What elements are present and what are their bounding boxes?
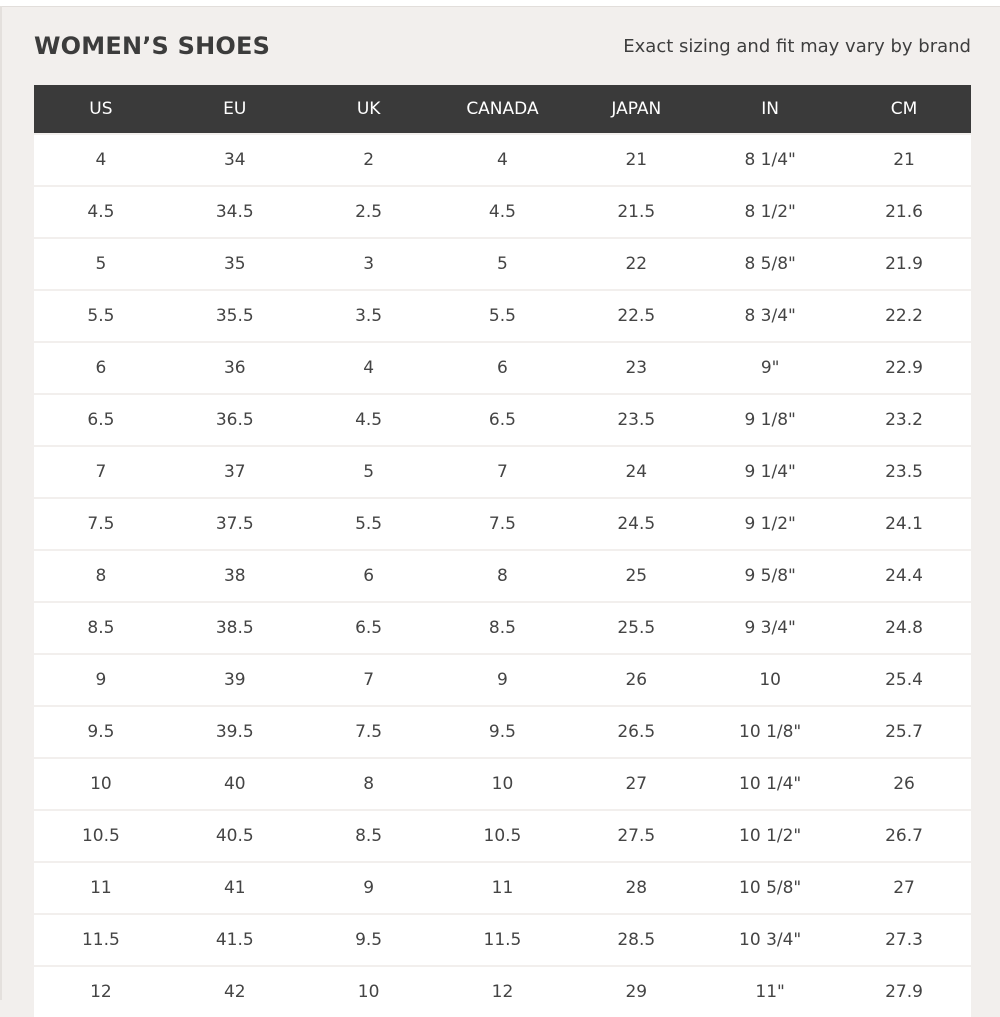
cell-in: 10 5/8": [703, 862, 837, 914]
cell-japan: 29: [569, 966, 703, 1017]
chart-title: WOMEN’S SHOES: [34, 32, 271, 60]
cell-us: 10.5: [34, 810, 168, 862]
cell-cm: 22.2: [837, 290, 971, 342]
cell-cm: 24.8: [837, 602, 971, 654]
cell-in: 11": [703, 966, 837, 1017]
cell-us: 8: [34, 550, 168, 602]
cell-us: 6.5: [34, 394, 168, 446]
cell-eu: 39: [168, 654, 302, 706]
table-row: [34, 342, 971, 394]
cell-uk: 10: [302, 966, 436, 1017]
cell-japan: 25.5: [569, 602, 703, 654]
cell-uk: 8: [302, 758, 436, 810]
cell-eu: 41: [168, 862, 302, 914]
cell-in: 10 1/2": [703, 810, 837, 862]
cell-japan: 25: [569, 550, 703, 602]
cell-uk: 7.5: [302, 706, 436, 758]
cell-us: 4.5: [34, 186, 168, 238]
cell-canada: 5: [436, 238, 570, 290]
cell-japan: 24.5: [569, 498, 703, 550]
cell-in: 10 3/4": [703, 914, 837, 966]
cell-uk: 5.5: [302, 498, 436, 550]
cell-eu: 38.5: [168, 602, 302, 654]
cell-canada: 12: [436, 966, 570, 1017]
cell-in: 9 1/8": [703, 394, 837, 446]
cell-uk: 3: [302, 238, 436, 290]
cell-in: 9 1/2": [703, 498, 837, 550]
column-header-us: US: [34, 85, 168, 134]
cell-cm: 25.4: [837, 654, 971, 706]
cell-in: 8 1/2": [703, 186, 837, 238]
left-border: [0, 6, 2, 1000]
cell-us: 11.5: [34, 914, 168, 966]
chart-header: [34, 18, 971, 74]
sizing-note: Exact sizing and fit may vary by brand: [623, 35, 971, 57]
cell-canada: 11.5: [436, 914, 570, 966]
cell-cm: 23.2: [837, 394, 971, 446]
cell-in: 10: [703, 654, 837, 706]
cell-uk: 8.5: [302, 810, 436, 862]
cell-eu: 40.5: [168, 810, 302, 862]
cell-us: 6: [34, 342, 168, 394]
cell-uk: 5: [302, 446, 436, 498]
cell-canada: 7.5: [436, 498, 570, 550]
cell-cm: 27: [837, 862, 971, 914]
table-row: [34, 186, 971, 238]
cell-us: 8.5: [34, 602, 168, 654]
cell-eu: 36.5: [168, 394, 302, 446]
cell-japan: 23.5: [569, 394, 703, 446]
cell-us: 4: [34, 134, 168, 186]
cell-canada: 6.5: [436, 394, 570, 446]
cell-cm: 21: [837, 134, 971, 186]
cell-eu: 35.5: [168, 290, 302, 342]
cell-us: 7.5: [34, 498, 168, 550]
cell-japan: 24: [569, 446, 703, 498]
cell-eu: 39.5: [168, 706, 302, 758]
cell-cm: 24.1: [837, 498, 971, 550]
cell-eu: 34.5: [168, 186, 302, 238]
cell-japan: 26: [569, 654, 703, 706]
cell-canada: 7: [436, 446, 570, 498]
cell-cm: 26.7: [837, 810, 971, 862]
table-row: [34, 966, 971, 1017]
cell-japan: 23: [569, 342, 703, 394]
cell-canada: 9.5: [436, 706, 570, 758]
cell-japan: 22.5: [569, 290, 703, 342]
cell-in: 9 1/4": [703, 446, 837, 498]
cell-us: 12: [34, 966, 168, 1017]
cell-in: 9 5/8": [703, 550, 837, 602]
cell-eu: 34: [168, 134, 302, 186]
cell-eu: 41.5: [168, 914, 302, 966]
cell-cm: 21.6: [837, 186, 971, 238]
column-header-uk: UK: [302, 85, 436, 134]
table-row: [34, 810, 971, 862]
cell-uk: 9: [302, 862, 436, 914]
cell-japan: 27: [569, 758, 703, 810]
cell-uk: 7: [302, 654, 436, 706]
cell-uk: 4: [302, 342, 436, 394]
cell-in: 10 1/4": [703, 758, 837, 810]
column-header-eu: EU: [168, 85, 302, 134]
cell-us: 10: [34, 758, 168, 810]
cell-cm: 25.7: [837, 706, 971, 758]
cell-canada: 9: [436, 654, 570, 706]
cell-eu: 37: [168, 446, 302, 498]
cell-japan: 22: [569, 238, 703, 290]
table-row: [34, 394, 971, 446]
header-row: [34, 85, 971, 134]
cell-canada: 8: [436, 550, 570, 602]
cell-cm: 23.5: [837, 446, 971, 498]
cell-eu: 37.5: [168, 498, 302, 550]
top-border: [0, 0, 1000, 7]
cell-canada: 8.5: [436, 602, 570, 654]
table-row: [34, 758, 971, 810]
cell-japan: 27.5: [569, 810, 703, 862]
cell-uk: 4.5: [302, 394, 436, 446]
cell-us: 5.5: [34, 290, 168, 342]
cell-eu: 40: [168, 758, 302, 810]
cell-canada: 4: [436, 134, 570, 186]
cell-eu: 42: [168, 966, 302, 1017]
table-row: [34, 238, 971, 290]
cell-japan: 28: [569, 862, 703, 914]
cell-japan: 28.5: [569, 914, 703, 966]
cell-in: 8 3/4": [703, 290, 837, 342]
cell-canada: 10: [436, 758, 570, 810]
table-row: [34, 290, 971, 342]
table-row: [34, 706, 971, 758]
column-header-canada: CANADA: [436, 85, 570, 134]
cell-in: 8 1/4": [703, 134, 837, 186]
cell-canada: 11: [436, 862, 570, 914]
cell-us: 5: [34, 238, 168, 290]
cell-uk: 6: [302, 550, 436, 602]
size-rows: [34, 134, 971, 1017]
cell-uk: 6.5: [302, 602, 436, 654]
cell-us: 9.5: [34, 706, 168, 758]
cell-us: 11: [34, 862, 168, 914]
table-row: [34, 134, 971, 186]
table-row: [34, 862, 971, 914]
cell-canada: 4.5: [436, 186, 570, 238]
cell-japan: 21.5: [569, 186, 703, 238]
table-row: [34, 550, 971, 602]
cell-canada: 10.5: [436, 810, 570, 862]
cell-canada: 5.5: [436, 290, 570, 342]
cell-us: 7: [34, 446, 168, 498]
cell-canada: 6: [436, 342, 570, 394]
column-header-cm: CM: [837, 85, 971, 134]
cell-us: 9: [34, 654, 168, 706]
column-header-in: IN: [703, 85, 837, 134]
cell-in: 8 5/8": [703, 238, 837, 290]
cell-uk: 2: [302, 134, 436, 186]
cell-eu: 35: [168, 238, 302, 290]
cell-in: 10 1/8": [703, 706, 837, 758]
cell-cm: 27.3: [837, 914, 971, 966]
cell-in: 9": [703, 342, 837, 394]
table-row: [34, 914, 971, 966]
cell-uk: 3.5: [302, 290, 436, 342]
cell-cm: 22.9: [837, 342, 971, 394]
size-table: [34, 85, 971, 1017]
cell-cm: 27.9: [837, 966, 971, 1017]
cell-eu: 38: [168, 550, 302, 602]
cell-cm: 24.4: [837, 550, 971, 602]
cell-uk: 9.5: [302, 914, 436, 966]
table-row: [34, 446, 971, 498]
cell-eu: 36: [168, 342, 302, 394]
table-row: [34, 654, 971, 706]
cell-japan: 26.5: [569, 706, 703, 758]
column-header-japan: JAPAN: [569, 85, 703, 134]
cell-cm: 26: [837, 758, 971, 810]
cell-japan: 21: [569, 134, 703, 186]
cell-uk: 2.5: [302, 186, 436, 238]
table-row: [34, 602, 971, 654]
cell-in: 9 3/4": [703, 602, 837, 654]
table-row: [34, 498, 971, 550]
cell-cm: 21.9: [837, 238, 971, 290]
